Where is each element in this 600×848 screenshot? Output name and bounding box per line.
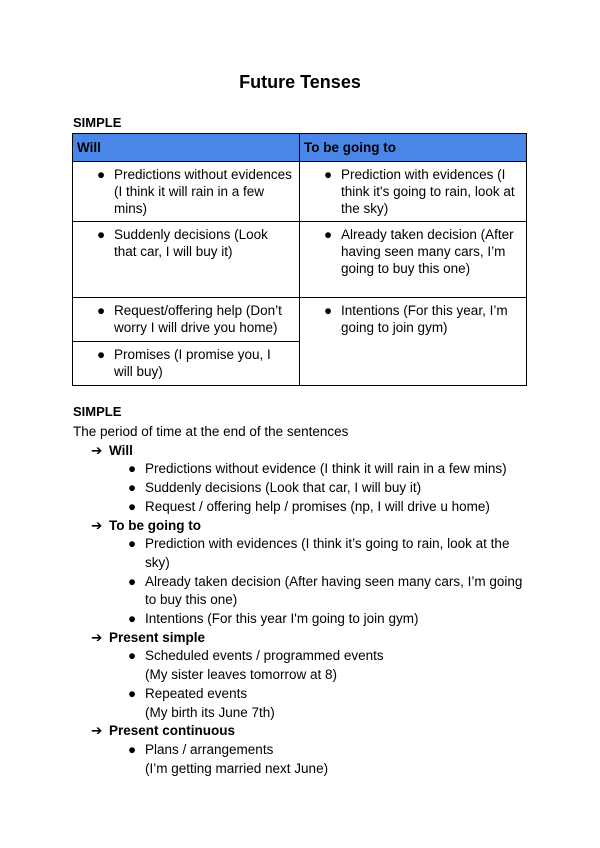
table-cell	[73, 342, 300, 386]
list-item	[300, 302, 520, 336]
list-item-text: Intentions (For this year, I’m going to join gym)	[341, 303, 508, 335]
list-item: ● Prediction with evidences (I think it’s going to rain, look at the sky)	[128, 536, 510, 570]
bullet-icon: ●	[128, 536, 137, 552]
list-item: ● Scheduled events / programmed events (My sister leaves tomorrow at 8)	[128, 648, 384, 683]
list-item-text: Suddenly decisions (Look that car, I will buy it)	[114, 227, 268, 259]
list-item: ● Plans / arrangements (I’m getting married next June)	[128, 741, 329, 776]
bullet-icon: ●	[128, 498, 137, 514]
group-heading-present-continuous: ➔ Present continuous	[73, 722, 543, 741]
bullet-icon: ●	[324, 227, 333, 242]
table-header-row	[73, 134, 527, 162]
bullet-icon: ●	[128, 573, 137, 589]
table-header-will: Will	[73, 134, 300, 162]
table-cell	[73, 162, 300, 222]
table-row	[73, 222, 527, 298]
comparison-table	[72, 133, 527, 386]
table-row	[73, 162, 527, 222]
list-item-text: Promises (I promise you, I will buy)	[114, 347, 271, 379]
list-item: ● Suddenly decisions (Look that car, I will buy it)	[73, 479, 535, 498]
arrow-right-icon: ➔	[91, 517, 103, 533]
table-cell	[300, 162, 527, 222]
bullet-icon: ●	[97, 347, 106, 362]
list-item: ● Request / offering help / promises (np, I will drive u home)	[73, 498, 535, 517]
list-item	[300, 166, 520, 217]
group-heading-going-to: ➔ To be going to	[73, 517, 543, 536]
bullet-icon: ●	[128, 741, 137, 757]
list-item	[73, 302, 293, 336]
bullet-icon: ●	[128, 685, 137, 701]
bullet-icon: ●	[324, 303, 333, 318]
bullet-icon: ●	[128, 480, 137, 496]
table-header-going-to: To be going to	[300, 134, 527, 162]
list-item: ● Already taken decision (After having seen many cars, I’m going to buy this one)	[128, 573, 523, 608]
list-item	[73, 166, 293, 217]
group-heading-will: ➔ Will	[73, 442, 543, 461]
list-item-text: Request/offering help (Don’t worry I will drive you home)	[114, 303, 282, 335]
section-label-notes: SIMPLE	[73, 404, 122, 419]
table-cell	[73, 298, 300, 342]
page-title: Future Tenses	[239, 72, 361, 92]
bullet-icon: ●	[128, 611, 137, 627]
group-heading-present-simple: ➔ Present simple	[73, 629, 543, 648]
list-item: ● Repeated events (My birth its June 7th)	[128, 685, 275, 720]
list-item: ● Predictions without evidence (I think it will rain in a few mins)	[73, 460, 535, 479]
intro-text: The period of time at the end of the sentences	[73, 424, 349, 439]
notes-section	[73, 423, 543, 778]
bullet-icon: ●	[128, 648, 137, 664]
list-item	[300, 226, 520, 277]
bullet-icon: ●	[128, 461, 137, 477]
bullet-icon: ●	[97, 303, 106, 318]
arrow-right-icon: ➔	[91, 442, 103, 458]
bullet-icon: ●	[324, 167, 333, 182]
table-row	[73, 298, 527, 342]
list-item	[73, 346, 293, 380]
list-item	[73, 226, 293, 260]
arrow-right-icon: ➔	[91, 629, 103, 645]
table-cell	[300, 222, 527, 298]
list-item-text: Prediction with evidences (I think it's going to rain, look at the sky)	[341, 167, 515, 216]
list-item-text: Already taken decision (After having seen many cars, I’m going to buy this one)	[341, 227, 514, 276]
bullet-icon: ●	[97, 227, 106, 242]
bullet-icon: ●	[97, 167, 106, 182]
arrow-right-icon: ➔	[91, 723, 103, 739]
table-cell	[73, 222, 300, 298]
table-cell	[300, 298, 527, 386]
list-item: ● Intentions (For this year I'm going to join gym)	[73, 610, 535, 629]
section-label-table: SIMPLE	[73, 115, 122, 130]
list-item-text: Predictions without evidences (I think it will rain in a few mins)	[114, 167, 292, 216]
